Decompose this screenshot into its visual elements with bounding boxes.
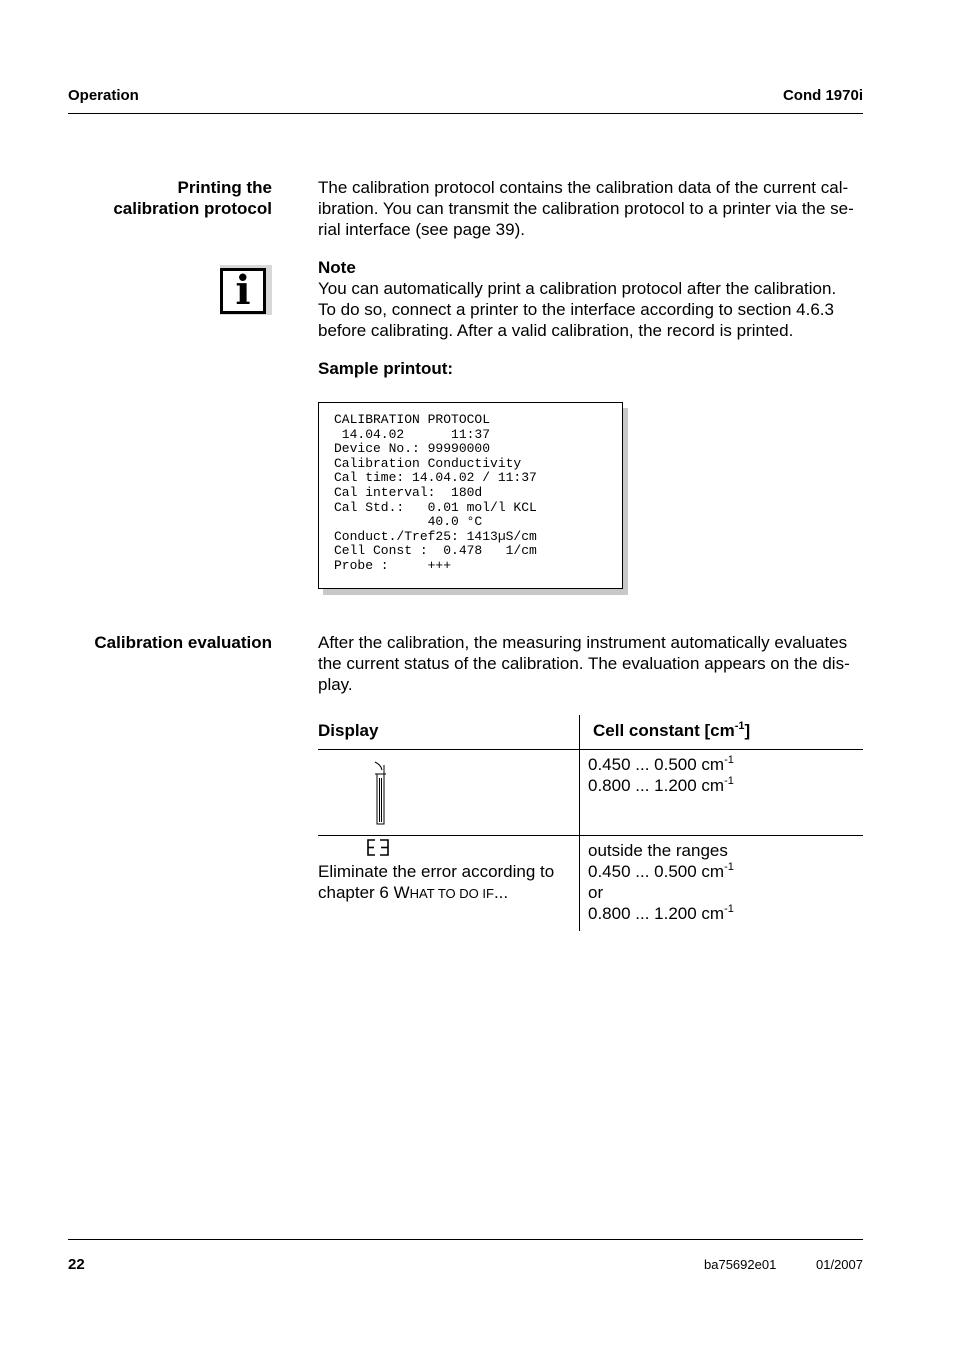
row2-instruction: Eliminate the error according to chapter 6 WHAT TO DO IF... bbox=[318, 862, 555, 902]
note-block: Note You can automatically print a calibration protocol after the calibration. To do so, connect a printer to the interface according to section 4.6.3 before calibrating. After a valid calibration, the record is printed. bbox=[318, 257, 878, 341]
sample-printout-label: Sample printout: bbox=[318, 359, 454, 378]
row1-range-values: 0.450 ... 0.500 $cm^{-1}$ 0.800 ... 1.200 $cm^{-1}$ bbox=[588, 754, 734, 795]
table-header-rule bbox=[318, 749, 863, 750]
printout-text: CALIBRATION PROTOCOL 14.04.02 11:37 Device No.: 99990000 Calibration Conductivity Cal time: 14.04.02 / 11:37 Cal interval: 180d Cal Std.: 0.01 mol/l KCL 40.0 °C Conduct./Tref25: 1413µS/cm Cell Const : 0.478 1/cm Probe : +++ bbox=[334, 412, 537, 573]
running-header-section: Operation bbox=[68, 87, 139, 104]
page-number: 22 bbox=[68, 1256, 85, 1273]
header-rule bbox=[68, 113, 863, 114]
error-code-display bbox=[366, 838, 392, 858]
row2-range-values: outside the ranges 0.450 ... 0.500 $cm^{-1}$ or 0.800 ... 1.200 $cm^{-1}$ bbox=[588, 841, 734, 923]
error-e3-icon bbox=[366, 838, 392, 858]
running-header-product: Cond 1970i bbox=[782, 87, 863, 104]
note-title: Note bbox=[318, 258, 356, 277]
table-header-cell-constant: Cell constant $[cm^{-1}]$ bbox=[593, 720, 751, 740]
probe-icon-graphic bbox=[370, 760, 392, 826]
section-heading-evaluation: Calibration evaluation bbox=[94, 633, 272, 652]
sample-printout bbox=[318, 402, 623, 589]
section-heading-printing: Printing the calibration protocol bbox=[113, 178, 272, 218]
footer-rule bbox=[68, 1239, 863, 1240]
table-column-divider bbox=[579, 715, 580, 931]
evaluation-paragraph: After the calibration, the measuring instrument automatically evaluates the current status of the calibration. The evaluation appears on the dis- play. bbox=[318, 633, 850, 694]
probe-icon bbox=[370, 760, 392, 826]
printing-paragraph: The calibration protocol contains the calibration data of the current cal- ibration. You can transmit the calibration protocol to a printer via the se- rial interface (see page 39). bbox=[318, 178, 854, 239]
document-date: 01/2007 bbox=[816, 1257, 863, 1272]
document-id: ba75692e01 bbox=[704, 1257, 777, 1272]
table-header-display: Display bbox=[318, 721, 379, 740]
table-row-rule bbox=[318, 835, 863, 836]
info-icon: i bbox=[220, 265, 272, 315]
